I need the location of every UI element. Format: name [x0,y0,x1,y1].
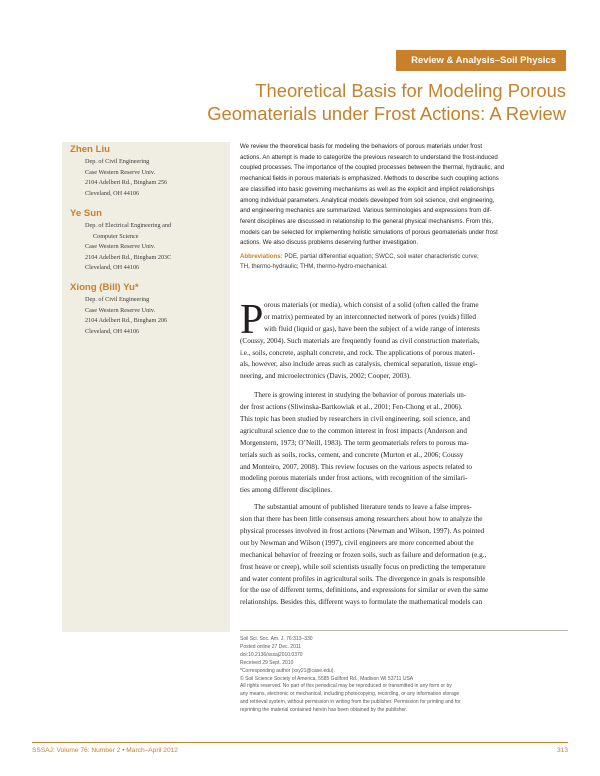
body-line: agricultural science due to the common interest in frost impacts (Anderson and [240,426,467,435]
body-line: The substantial amount of published literature tends to leave a false impres- [254,503,472,512]
abstract-line: ferent disciplines are discussed in relationship to the general physical mechanisms. From this, [240,217,494,225]
note-line: reprinting the material contained herein has been obtained by the publisher. [240,707,408,714]
abstract-line: coupled processes. The importance of the coupled processes between the thermal, hydraulic, and [240,164,505,172]
author-name-2: Ye Sun [70,208,102,219]
body-line: orous materials (or media), which consist of a solid (often called the frame [264,301,479,309]
body-line: with fluid (liquid or gas), have been the subject of a wide range of interests [264,324,480,333]
body-line: or matrix) permeated by an interconnected network of pores (voids) filled [264,312,476,321]
body-line: relationships. Besides this, different ways to formulate the mathematical models can [240,598,483,607]
abbreviations-text-2: TH, thermo-hydraulic; THM, thermo-hydro-mechanical. [240,263,388,271]
body-line: This topic has been studied by researchers in civil engineering, soil science, and [240,415,470,424]
body-line: frost heave or creep), while soil scientists usually focus on predicting the temperature [240,562,486,571]
author-1-aff-1: Dep. of Civil Engineering [85,158,150,165]
note-line: All rights reserved. No part of this periodical may be reproduced or transmitted in any form or by [240,683,452,690]
abstract-line: among individual parameters. Analytical models developed from soil science, civil engineering, [240,196,495,204]
author-2-aff-2: Computer Science [93,232,139,240]
section-tag: Review & Analysis–Soil Physics [396,50,566,71]
body-line: physical processes involved in frost actions (Newman and Wilson, 1997). As pointed [240,527,485,536]
body-line: i.e., soils, concrete, asphalt concrete, and rock. The applications of porous materi- [240,348,475,357]
abstract-line: actions. We also discuss problems deserving further investigation. [240,239,419,247]
article-title [130,79,566,125]
body-line: (Coussy, 2004). Such materials are frequently found as civil construction materials, [240,336,480,345]
body-line: ties among different disciplines. [240,486,333,495]
author-1-aff-4: Cleveland, OH 44106 [85,189,140,197]
note-line: and retrieval system, without permission in writing from the publisher. Permission for printing and for [240,699,461,706]
body-line: der frost actions (Sliwinska-Bartkowiak et al., 2001; Fen-Chong et al., 2006). [240,403,463,412]
note-line: Received 29 Sept. 2010 [240,659,294,666]
body-line: sion that there has been little consensus among researchers about how to analyze the [240,515,483,524]
author-2-aff-4: 2104 Adelbert Rd., Bingham 203C [85,253,172,261]
note-line: Posted online 27 Dec. 2011 [240,643,302,650]
body-line: There is growing interest in studying the behavior of porous materials un- [254,391,467,400]
note-line: Soil Sci. Soc. Am. J. 76:313–330 [240,636,313,642]
author-1-aff-2: Case Western Reserve Univ. [85,168,156,176]
body-line: out by Newman and Wilson (1997), civil engineers are more concerned about the [240,538,474,547]
abstract-line: and engineering mechanics are summarized. Various terminologies and expressions from dif- [240,207,492,215]
note-line: © Soil Science Society of America, 5585 Guilford Rd., Madison WI 53711 USA [240,675,414,682]
author-2-aff-3: Case Western Reserve Univ. [85,243,156,250]
body-line: als, however, also include areas such as catalysis, chemical separation, tissue engi- [240,360,478,369]
author-3-aff-1: Dep. of Civil Engineering [85,296,150,303]
page-number: 313 [556,747,568,754]
abstract-line: are classified into basic governing mechanisms as well as the explicit and implicit relationships [240,185,495,193]
journal-footer: SSSAJ: Volume 76: Number 2 • March–April 2012 [32,747,178,754]
author-3-aff-2: Case Western Reserve Univ. [85,306,156,314]
abstract-line: actions. An attempt is made to categorize the previous research to understand the frost-induced [240,153,498,161]
author-name-1: Zhen Liu [70,144,110,155]
author-3-aff-3: 2104 Adelbert Rd., Bingham 206 [85,317,168,324]
author-2-aff-5: Cleveland, OH 44106 [85,264,140,271]
title-line-1: Theoretical Basis for Modeling Porous [255,80,566,101]
note-line: *Corresponding author (xxy21@case.edu). [240,667,335,674]
abstract [240,142,570,249]
body-line: neering, and microelectronics (Davis, 2002; Cooper, 2003). [240,372,411,381]
body-line: for the use of different terms, definitions, and expressions for similar or even the same [240,586,489,595]
abstract-line: We review the theoretical basis for modeling the behaviors of porous materials under frost [240,143,483,150]
author-3-aff-4: Cleveland, OH 44106 [85,327,140,335]
body-line: and Monteiro, 2007, 2008). This review focuses on the various aspects related to [240,462,473,471]
body-line: terials such as soils, rocks, cement, and concrete (Murton et al., 2006; Coussy [240,450,464,459]
notes-divider [240,630,568,631]
author-name-3: Xiong (Bill) Yu* [70,282,139,293]
footer-rule [32,742,568,743]
abstract-line: mechanical fields in porous materials is emphasized. Methods to describe such coupling actions [240,175,499,183]
note-line: any means, electronic or mechanical, including photocopying, recording, or any information storage [240,691,460,698]
body-text [240,297,570,609]
note-line: doi:10.2136/sssaj2010.0370 [240,651,303,658]
abbreviations-text-1: PDE, partial differential equation; SWCC, soil water characteristic curve; [282,253,479,260]
abstract-line: models can be selected for implementing holistic simulations of porous geomaterials under frost [240,228,498,236]
author-2-aff-1: Dep. of Electrical Engineering and [85,222,172,229]
body-line: mechanical behavior of freezing or frozen soils, such as failure and deformation (e.g., [240,550,487,559]
abbreviations-label: Abbreviations: [240,253,283,260]
author-sidebar [62,142,230,632]
body-line: Morgenstern, 1973; O’Neill, 1983). The term geomaterials refers to porous ma- [240,438,469,447]
abbreviations [240,252,570,272]
article-notes [240,636,570,715]
body-line: modeling porous materials under frost actions, with recognition of the similari- [240,474,468,483]
drop-cap: P [240,297,264,343]
author-1-aff-3: 2104 Adelbert Rd., Bingham 256 [85,179,168,186]
title-line-2: Geomaterials under Frost Actions: A Review [207,103,566,124]
body-line: and water content profiles in agricultural soils. The divergence in goals is responsible [240,574,486,583]
